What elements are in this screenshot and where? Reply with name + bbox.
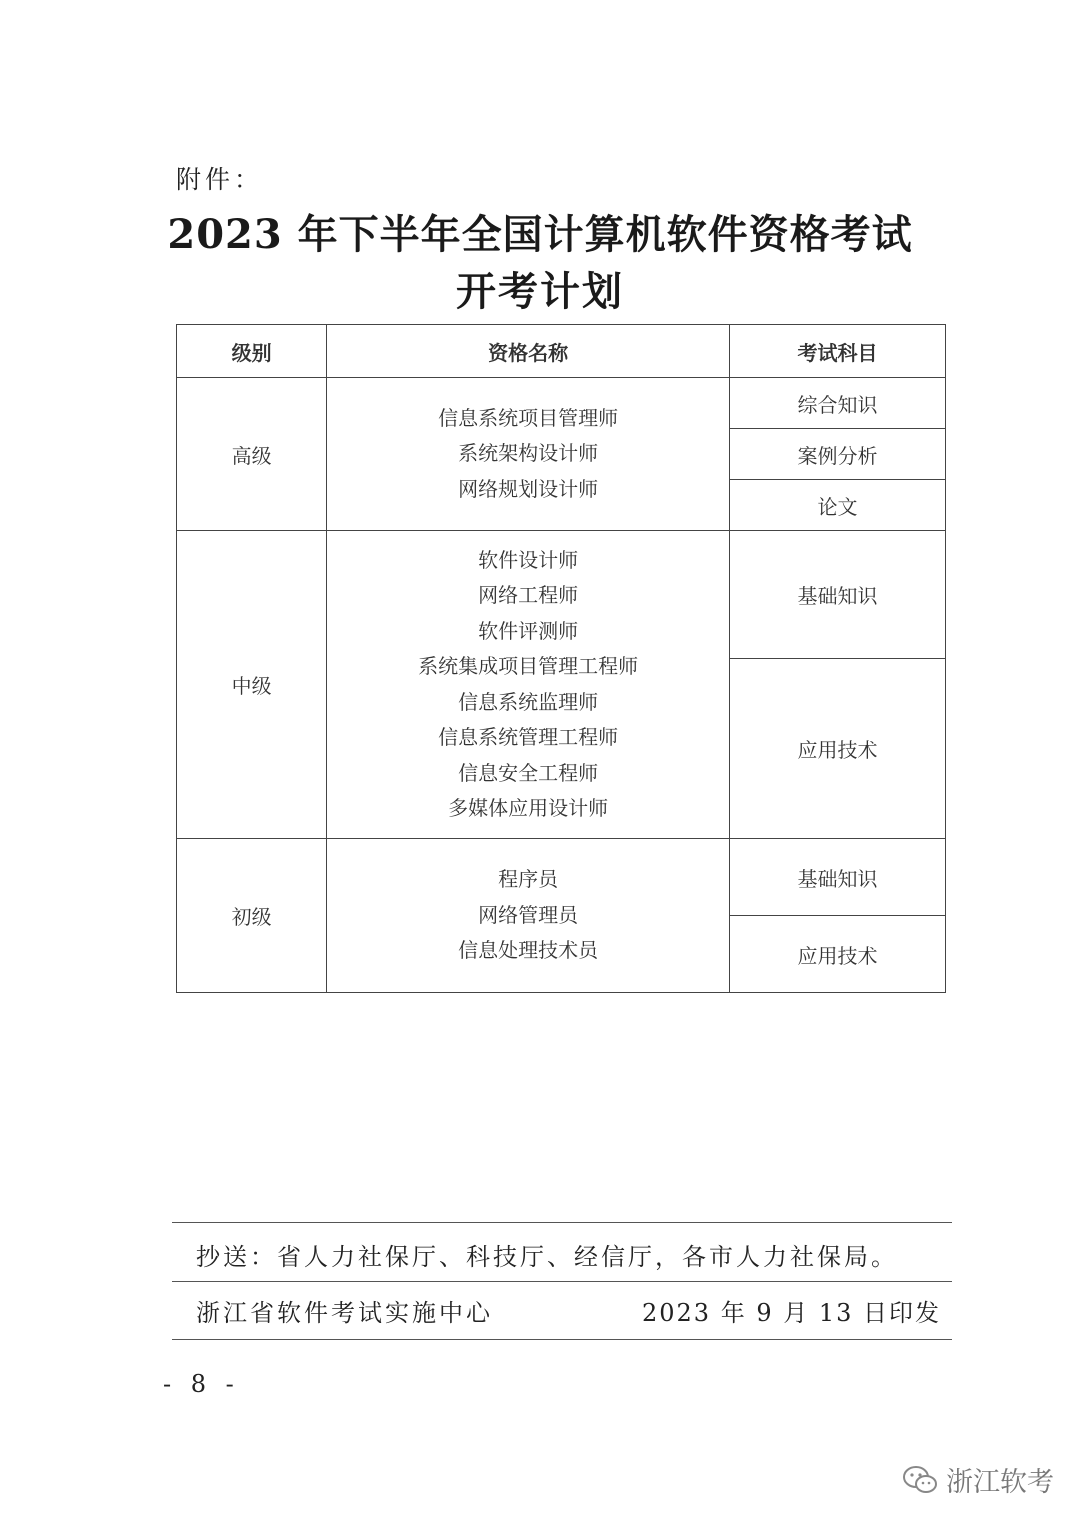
qualification-cell — [327, 531, 730, 839]
header-subject: 考试科目 — [730, 325, 946, 378]
table-row — [177, 839, 946, 916]
table-row — [177, 378, 946, 429]
exam-plan-table — [176, 324, 946, 993]
header-qualification: 资格名称 — [327, 325, 730, 378]
divider — [172, 1339, 952, 1340]
level-cell: 中级 — [177, 531, 327, 839]
qualification-name: 网络管理员 — [478, 902, 579, 927]
divider — [172, 1281, 952, 1282]
subject-cell: 应用技术 — [730, 916, 946, 993]
qualification-name: 软件评测师 — [478, 618, 579, 643]
qualification-name: 网络工程师 — [478, 583, 579, 607]
divider — [172, 1222, 952, 1223]
page-number: - 8 - — [163, 1370, 240, 1398]
qualification-name: 信息处理技术员 — [458, 938, 599, 963]
subject-cell: 基础知识 — [730, 839, 946, 916]
qualification-name: 信息系统监理师 — [458, 689, 599, 714]
attachment-label: 附件： — [176, 165, 264, 194]
qualification-cell — [327, 378, 730, 531]
qualification-name: 网络规划设计师 — [458, 476, 599, 501]
subject-cell: 基础知识 — [730, 531, 946, 659]
header-level: 级别 — [177, 325, 327, 378]
qualification-name: 信息安全工程师 — [458, 760, 599, 785]
qualification-cell — [327, 839, 730, 993]
table-header-row — [177, 325, 946, 378]
subject-cell: 论文 — [730, 480, 946, 531]
qualification-name: 系统集成项目管理工程师 — [418, 654, 639, 678]
table-row — [177, 531, 946, 659]
qualification-name: 系统架构设计师 — [458, 441, 599, 466]
cc-line: 抄送：省人力社保厅、科技厅、经信厅，各市人力社保局。 — [196, 1243, 898, 1271]
document-title: 2023 年下半年全国计算机软件资格考试 — [167, 211, 913, 258]
qualification-name: 软件设计师 — [478, 547, 579, 572]
subject-cell: 案例分析 — [730, 429, 946, 480]
level-cell: 高级 — [177, 378, 327, 531]
issuer: 浙江省软件考试实施中心 — [196, 1299, 493, 1327]
document-subtitle: 开考计划 — [456, 268, 624, 315]
qualification-name: 信息系统管理工程师 — [438, 725, 619, 749]
qualification-name: 程序员 — [498, 867, 559, 892]
qualification-name: 多媒体应用设计师 — [448, 796, 609, 820]
wechat-icon — [902, 1465, 938, 1495]
level-cell: 初级 — [177, 839, 327, 993]
watermark — [902, 1460, 1054, 1499]
qualification-name: 信息系统项目管理师 — [438, 405, 619, 430]
watermark-text: 浙江软考 — [946, 1467, 1054, 1498]
issue-date: 2023 年 9 月 13 日印发 — [642, 1299, 942, 1327]
subject-cell: 综合知识 — [730, 378, 946, 429]
subject-cell: 应用技术 — [730, 659, 946, 839]
